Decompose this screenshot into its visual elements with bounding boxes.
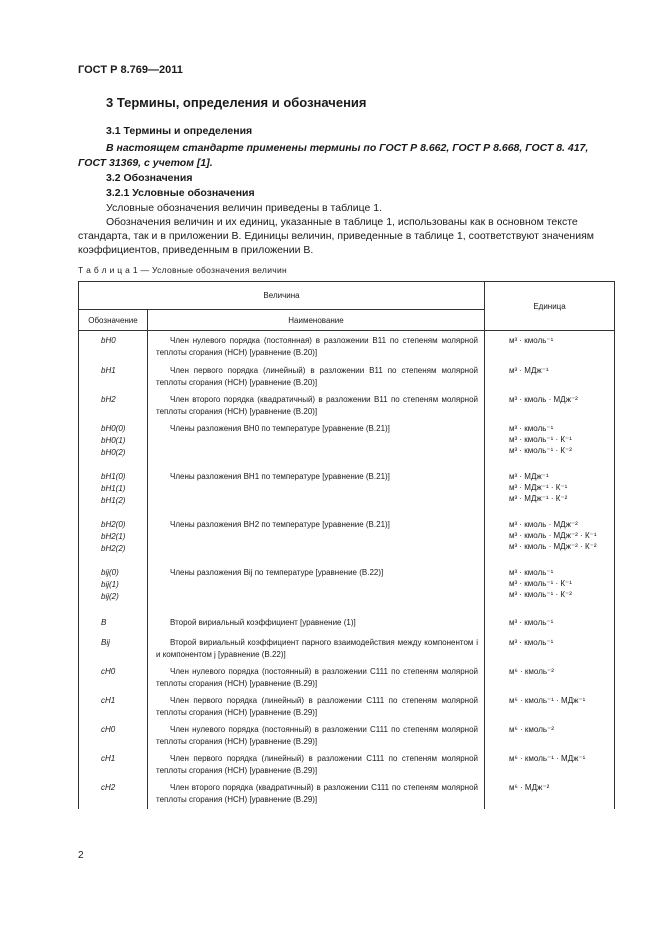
unit-text: м³ · кмоль⁻¹ [509,617,554,627]
name-cell: Член первого порядка (линейный) в разложении B11 по степеням молярной теплоты сгорания (HСН) [уравнение (В.20)] [148,361,485,390]
symbol-text: bH2(0) [101,519,126,529]
section-title: 3 Термины, определения и обозначения [106,95,367,110]
unit-text: м³ · кмоль · МДж⁻² · К⁻¹ [509,530,597,540]
symbol-text: Bij [101,637,110,647]
symbol-text: bH1 [101,365,116,375]
symbol-text: B [101,617,107,627]
name-cell: Второй вириальный коэффициент [уравнение (1)] [148,613,485,633]
unit-text: м³ · кмоль⁻¹ [509,423,554,433]
name-cell: Второй вириальный коэффициент парного взаимодействия между компонентом i и компонентом j [уравнение (В.22)] [148,633,485,662]
unit-cell [485,361,615,390]
symbol-text: cH0 [101,666,116,676]
name-cell: Член первого порядка (линейный) в разложении C111 по степеням молярной теплоты сгорания (HСН) [уравнение (В.29)] [148,691,485,720]
symbol-text: bH2(1) [101,531,126,541]
name-cell: Члены разложения Bij по температуре [уравнение (В.22)] [148,563,485,613]
name-cell: Член второго порядка (квадратичный) в разложении B11 по степеням молярной теплоты сгорания (HСН) [уравнение (В.20)] [148,390,485,419]
table-row [79,691,615,720]
symbol-text: bH1(0) [101,471,126,481]
header-name: Наименование [148,310,485,331]
unit-text: м⁶ · кмоль⁻² [509,666,554,676]
symbol-text: bij(1) [101,579,119,589]
unit-cell [485,633,615,662]
unit-cell [485,691,615,720]
unit-text: м³ · МДж⁻¹ · К⁻¹ [509,482,568,492]
symbol-text: cH1 [101,695,116,705]
unit-text: м³ · кмоль⁻¹ · К⁻² [509,445,572,455]
unit-text: м³ · кмоль⁻¹ [509,637,554,647]
table-row [79,390,615,419]
symbol-cell [79,515,148,563]
symbol-text: bH1(2) [101,495,126,505]
name-cell: Член нулевого порядка (постоянная) в разложении B11 по степеням молярной теплоты сгорания (HСН) [уравнение (В.20)] [148,331,485,361]
symbol-text: bij(2) [101,591,119,601]
symbol-text: bij(0) [101,567,119,577]
paragraph-1: Условные обозначения величин приведены в таблице 1. [106,202,383,214]
symbol-cell [79,390,148,419]
subsection-3-1: 3.1 Термины и определения [106,125,253,137]
symbol-cell [79,419,148,467]
unit-cell [485,749,615,778]
symbol-text: bH0(1) [101,435,126,445]
unit-text: м³ · кмоль · МДж⁻² [509,394,578,404]
unit-text: м⁶ · МДж⁻² [509,782,550,792]
unit-cell [485,331,615,361]
symbol-text: bH2 [101,394,116,404]
symbol-text: cH0 [101,724,116,734]
symbol-cell [79,467,148,515]
page-number: 2 [78,850,84,861]
unit-text: м³ · МДж⁻¹ [509,471,549,481]
unit-text: м³ · кмоль · МДж⁻² · К⁻² [509,541,597,551]
unit-text: м³ · МДж⁻¹ [509,365,549,375]
subsection-3-2-1: 3.2.1 Условные обозначения [106,187,255,199]
table-row [79,749,615,778]
table-row [79,720,615,749]
symbol-cell [79,749,148,778]
terms-reference-text: В настоящем стандарте применены термины по ГОСТ Р 8.662, ГОСТ Р 8.668, ГОСТ 8. 417, ГОСТ 31369, с учетом [1]. [78,142,589,169]
symbol-cell [79,361,148,390]
unit-text: м⁶ · кмоль⁻² [509,724,554,734]
table-row [79,467,615,515]
unit-text: м³ · кмоль⁻¹ · К⁻¹ [509,434,572,444]
symbol-text: bH0 [101,336,116,345]
table-row [79,361,615,390]
header-unit: Единица [485,282,615,331]
table-row [79,419,615,467]
name-cell: Член нулевого порядка (постоянный) в разложении C111 по степеням молярной теплоты сгорания (HСН) [уравнение (В.29)] [148,720,485,749]
symbol-cell [79,331,148,361]
unit-text: м⁶ · кмоль⁻¹ · МДж⁻¹ [509,695,586,705]
unit-cell [485,613,615,633]
subsection-3-2: 3.2 Обозначения [106,172,193,184]
symbol-cell [79,778,148,809]
unit-cell [485,720,615,749]
symbol-text: bH2(2) [101,543,126,553]
unit-text: м³ · кмоль · МДж⁻² [509,519,578,529]
table-caption: Т а б л и ц а 1 — Условные обозначения величин [78,265,288,275]
unit-text: м³ · кмоль⁻¹ · К⁻¹ [509,578,572,588]
symbol-text: cH2 [101,782,116,792]
table-row [79,563,615,613]
name-cell: Члены разложения BH1 по температуре [уравнение (В.21)] [148,467,485,515]
table-body [79,331,615,809]
unit-text: м³ · кмоль⁻¹ [509,567,554,577]
unit-cell [485,778,615,809]
unit-cell [485,515,615,563]
table-row [79,778,615,809]
name-cell: Член второго порядка (квадратичный) в разложении C111 по степеням молярной теплоты сгорания (HСН) [уравнение (В.29)] [148,778,485,809]
table-row [79,515,615,563]
header-quantity: Величина [79,282,485,310]
paragraph-2: Обозначения величин и их единиц, указанные в таблице 1, использованы как в основном тексте стандарта, так и в приложении В. Единицы величин, приведенные в таблице 1, соответствуют значениям коэффициентов, приведенным в приложении В. [78,216,595,256]
unit-text: м³ · МДж⁻¹ · К⁻² [509,493,568,503]
unit-text: м³ · кмоль⁻¹ · К⁻² [509,589,572,599]
name-cell: Член нулевого порядка (постоянный) в разложении C111 по степеням молярной теплоты сгорания (HСН) [уравнение (В.29)] [148,662,485,691]
symbol-cell [79,720,148,749]
symbol-text: bH0(2) [101,447,126,457]
symbol-cell [79,662,148,691]
document-header: ГОСТ Р 8.769—2011 [78,64,183,76]
table-row [79,662,615,691]
unit-cell [485,467,615,515]
unit-cell [485,563,615,613]
table-row [79,633,615,662]
table-row [79,331,615,361]
symbol-text: bH1(1) [101,483,126,493]
name-cell: Члены разложения BH0 по температуре [уравнение (В.21)] [148,419,485,467]
symbol-text: cH1 [101,753,116,763]
symbol-text: bH0(0) [101,423,126,433]
unit-cell [485,662,615,691]
unit-text: м⁶ · кмоль⁻¹ · МДж⁻¹ [509,753,586,763]
unit-cell [485,419,615,467]
symbols-table [78,281,615,809]
unit-text: м³ · кмоль⁻¹ [509,336,554,345]
name-cell: Члены разложения BH2 по температуре [уравнение (В.21)] [148,515,485,563]
name-cell: Член первого порядка (линейный) в разложении C111 по степеням молярной теплоты сгорания (HСН) [уравнение (В.29)] [148,749,485,778]
header-symbol: Обозначение [79,310,148,331]
symbol-cell [79,613,148,633]
symbol-cell [79,691,148,720]
symbol-cell [79,633,148,662]
symbol-cell [79,563,148,613]
table-row [79,613,615,633]
unit-cell [485,390,615,419]
